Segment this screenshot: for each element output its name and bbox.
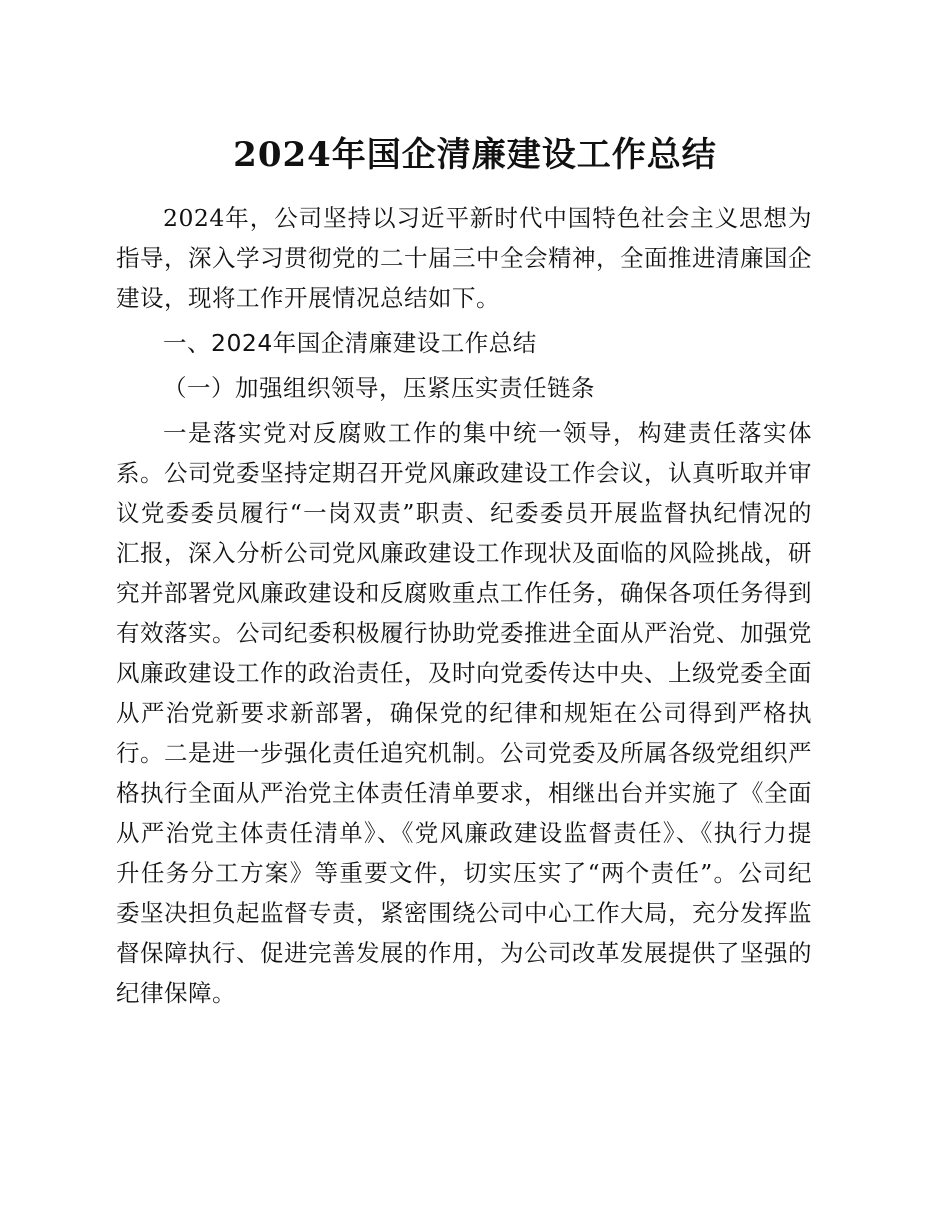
document-title: 2024年国企清廉建设工作总结 bbox=[233, 135, 717, 175]
document-body bbox=[116, 198, 812, 1013]
subsection-heading: （一）加强组织领导，压紧压实责任链条 bbox=[163, 374, 595, 402]
body-paragraph: 一是落实党对反腐败工作的集中统一领导，构建责任落实体系。公司党委坚持定期召开党风廉政建设工作会议，认真听取并审议党委委员履行“一岗双责”职责、纪委委员开展监督执纪情况的汇报，深入分析公司党风廉政建设工作现状及面临的风险挑战，研究并部署党风廉政建设和反腐败重点工作任务，确保各项任务得到有效落实。公司纪委积极履行协助党委推进全面从严治党、加强党风廉政建设工作的政治责任，及时向党委传达中央、上级党委全面从严治党新要求新部署，确保党的纪律和规矩在公司得到严格执行。二是进一步强化责任追究机制。公司党委及所属各级党组织严格执行全面从严治党主体责任清单要求，相继出台并实施了《全面从严治党主体责任清单》、《党风廉政建设监督责任》、《执行力提升任务分工方案》等重要文件，切实压实了“两个责任”。公司纪委坚决担负起监督专责，紧密围绕公司中心工作大局，充分发挥监督保障执行、促进完善发展的作用，为公司改革发展提供了坚强的纪律保障。 bbox=[116, 419, 812, 1007]
section-heading: 一、2024年国企清廉建设工作总结 bbox=[163, 329, 537, 357]
intro-paragraph: 2024年，公司坚持以习近平新时代中国特色社会主义思想为指导，深入学习贯彻党的二十届三中全会精神，全面推进清廉国企建设，现将工作开展情况总结如下。 bbox=[116, 204, 812, 312]
